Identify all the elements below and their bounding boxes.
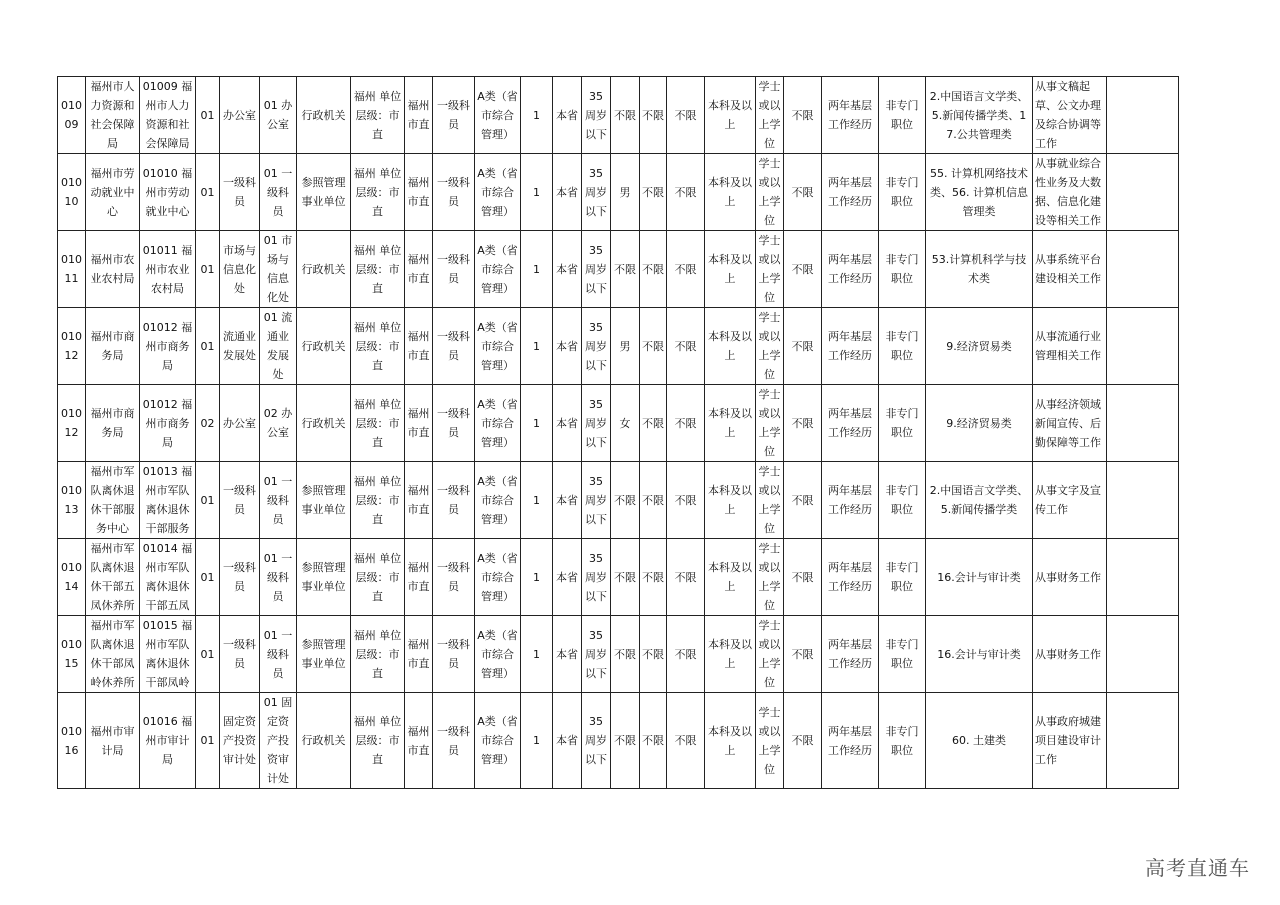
age-cell: 35周岁以下 [582,462,611,539]
education-cell: 本科及以上 [705,539,756,616]
post-number-cell: 01 [196,308,220,385]
rank-cell: 一级科员 [433,539,475,616]
post-code-cell: 01 市场与信息化处 [260,231,297,308]
origin-cell: 本省 [553,154,582,231]
degree-cell: 学士或以上学位 [756,231,784,308]
exam-category-cell: A类（省市综合管理） [475,385,521,462]
gender-cell: 不限 [611,77,640,154]
table-row [58,77,1179,154]
area-cell: 福州市直 [405,539,433,616]
origin-cell: 本省 [553,385,582,462]
origin-cell: 本省 [553,539,582,616]
note-cell [1107,616,1179,693]
post-code-cell: 01 一级科员 [260,539,297,616]
gender-cell: 不限 [611,231,640,308]
duty-cell: 从事系统平台建设相关工作 [1033,231,1107,308]
table-row [58,462,1179,539]
post-number-cell: 01 [196,539,220,616]
post-name-cell: 办公室 [220,385,260,462]
duty-cell: 从事就业综合性业务及大数据、信息化建设等相关工作 [1033,154,1107,231]
post-number-cell: 01 [196,693,220,789]
department-code-cell: 01011 福州市农业农村局 [140,231,196,308]
education-cell: 本科及以上 [705,616,756,693]
unit-name-cell: 福州市人力资源和社会保障局 [86,77,140,154]
unit-name-cell: 福州市军队离休退休干部五凤休养所 [86,539,140,616]
degree-cell: 学士或以上学位 [756,616,784,693]
origin-cell: 本省 [553,462,582,539]
requirement-cell: 不限 [640,231,667,308]
table-body [58,77,1179,789]
position-code-cell: 010 09 [58,77,86,154]
area-cell: 福州市直 [405,231,433,308]
unit-level-cell: 福州 单位层级：市直 [351,616,405,693]
post-name-cell: 流通业发展处 [220,308,260,385]
requirement-cell: 不限 [640,462,667,539]
education-cell: 本科及以上 [705,77,756,154]
department-code-cell: 01014 福州市军队离休退休干部五凤 [140,539,196,616]
note-cell [1107,539,1179,616]
note-cell [1107,308,1179,385]
age-cell: 35周岁以下 [582,539,611,616]
note-cell [1107,385,1179,462]
requirement-cell: 不限 [784,539,822,616]
table-row [58,693,1179,789]
major-cell: 16.会计与审计类 [926,616,1033,693]
exam-category-cell: A类（省市综合管理） [475,154,521,231]
area-cell: 福州市直 [405,693,433,789]
requirement-cell: 不限 [784,154,822,231]
rank-cell: 一级科员 [433,462,475,539]
gender-cell: 不限 [611,616,640,693]
gender-cell: 女 [611,385,640,462]
unit-type-cell: 行政机关 [297,693,351,789]
education-cell: 本科及以上 [705,385,756,462]
unit-type-cell: 行政机关 [297,308,351,385]
unit-level-cell: 福州 单位层级：市直 [351,154,405,231]
duty-cell: 从事财务工作 [1033,616,1107,693]
headcount-cell: 1 [521,154,553,231]
area-cell: 福州市直 [405,462,433,539]
major-cell: 2.中国语言文学类、5.新闻传播学类 [926,462,1033,539]
degree-cell: 学士或以上学位 [756,77,784,154]
post-number-cell: 01 [196,154,220,231]
unit-name-cell: 福州市军队离休退休干部服务中心 [86,462,140,539]
origin-cell: 本省 [553,693,582,789]
unit-name-cell: 福州市农业农村局 [86,231,140,308]
unit-type-cell: 参照管理事业单位 [297,539,351,616]
requirement-cell: 不限 [667,616,705,693]
requirement-cell: 不限 [784,231,822,308]
exam-category-cell: A类（省市综合管理） [475,539,521,616]
post-code-cell: 01 固定资产投资审计处 [260,693,297,789]
requirement-cell: 不限 [667,231,705,308]
area-cell: 福州市直 [405,616,433,693]
note-cell [1107,77,1179,154]
origin-cell: 本省 [553,616,582,693]
headcount-cell: 1 [521,385,553,462]
requirement-cell: 不限 [640,308,667,385]
experience-cell: 两年基层工作经历 [822,77,879,154]
unit-level-cell: 福州 单位层级：市直 [351,462,405,539]
unit-type-cell: 参照管理事业单位 [297,616,351,693]
post-name-cell: 一级科员 [220,539,260,616]
duty-cell: 从事经济领域新闻宣传、后勤保障等工作 [1033,385,1107,462]
unit-name-cell: 福州市商务局 [86,385,140,462]
note-cell [1107,231,1179,308]
duty-cell: 从事政府城建项目建设审计工作 [1033,693,1107,789]
position-code-cell: 010 15 [58,616,86,693]
table-row [58,616,1179,693]
position-code-cell: 010 12 [58,385,86,462]
headcount-cell: 1 [521,77,553,154]
unit-type-cell: 行政机关 [297,231,351,308]
position-code-cell: 010 10 [58,154,86,231]
table-row [58,231,1179,308]
requirement-cell: 不限 [667,693,705,789]
gender-cell: 男 [611,308,640,385]
post-code-cell: 01 流通业发展处 [260,308,297,385]
rank-cell: 一级科员 [433,616,475,693]
note-cell [1107,693,1179,789]
unit-level-cell: 福州 单位层级：市直 [351,385,405,462]
post-code-cell: 02 办公室 [260,385,297,462]
job-type-cell: 非专门职位 [879,77,926,154]
unit-name-cell: 福州市劳动就业中心 [86,154,140,231]
major-cell: 9.经济贸易类 [926,385,1033,462]
department-code-cell: 01012 福州市商务局 [140,308,196,385]
unit-level-cell: 福州 单位层级：市直 [351,308,405,385]
age-cell: 35周岁以下 [582,77,611,154]
education-cell: 本科及以上 [705,308,756,385]
experience-cell: 两年基层工作经历 [822,385,879,462]
area-cell: 福州市直 [405,154,433,231]
requirement-cell: 不限 [784,77,822,154]
headcount-cell: 1 [521,308,553,385]
requirement-cell: 不限 [784,308,822,385]
post-number-cell: 01 [196,616,220,693]
experience-cell: 两年基层工作经历 [822,154,879,231]
unit-level-cell: 福州 单位层级：市直 [351,539,405,616]
rank-cell: 一级科员 [433,154,475,231]
department-code-cell: 01012 福州市商务局 [140,385,196,462]
post-name-cell: 一级科员 [220,154,260,231]
requirement-cell: 不限 [640,77,667,154]
job-type-cell: 非专门职位 [879,693,926,789]
unit-name-cell: 福州市军队离休退休干部凤岭休养所 [86,616,140,693]
job-type-cell: 非专门职位 [879,308,926,385]
exam-category-cell: A类（省市综合管理） [475,308,521,385]
post-number-cell: 01 [196,462,220,539]
gender-cell: 男 [611,154,640,231]
position-code-cell: 010 13 [58,462,86,539]
gender-cell: 不限 [611,693,640,789]
duty-cell: 从事流通行业管理相关工作 [1033,308,1107,385]
degree-cell: 学士或以上学位 [756,308,784,385]
department-code-cell: 01010 福州市劳动就业中心 [140,154,196,231]
gender-cell: 不限 [611,539,640,616]
table-row [58,539,1179,616]
duty-cell: 从事文字及宣传工作 [1033,462,1107,539]
degree-cell: 学士或以上学位 [756,539,784,616]
age-cell: 35周岁以下 [582,154,611,231]
rank-cell: 一级科员 [433,308,475,385]
watermark: 高考直通车 [1145,856,1250,880]
unit-type-cell: 行政机关 [297,385,351,462]
department-code-cell: 01013 福州市军队离休退休干部服务 [140,462,196,539]
requirement-cell: 不限 [784,385,822,462]
post-name-cell: 一级科员 [220,616,260,693]
experience-cell: 两年基层工作经历 [822,462,879,539]
requirement-cell: 不限 [640,616,667,693]
degree-cell: 学士或以上学位 [756,385,784,462]
rank-cell: 一级科员 [433,77,475,154]
experience-cell: 两年基层工作经历 [822,616,879,693]
experience-cell: 两年基层工作经历 [822,539,879,616]
note-cell [1107,462,1179,539]
requirement-cell: 不限 [640,154,667,231]
requirement-cell: 不限 [640,693,667,789]
requirement-cell: 不限 [667,154,705,231]
unit-type-cell: 参照管理事业单位 [297,154,351,231]
unit-type-cell: 行政机关 [297,77,351,154]
job-type-cell: 非专门职位 [879,154,926,231]
rank-cell: 一级科员 [433,693,475,789]
rank-cell: 一级科员 [433,385,475,462]
post-name-cell: 市场与信息化处 [220,231,260,308]
exam-category-cell: A类（省市综合管理） [475,77,521,154]
headcount-cell: 1 [521,539,553,616]
major-cell: 9.经济贸易类 [926,308,1033,385]
department-code-cell: 01009 福州市人力资源和社会保障局 [140,77,196,154]
requirement-cell: 不限 [667,539,705,616]
job-type-cell: 非专门职位 [879,462,926,539]
requirement-cell: 不限 [667,462,705,539]
experience-cell: 两年基层工作经历 [822,308,879,385]
requirement-cell: 不限 [784,616,822,693]
table-row [58,154,1179,231]
age-cell: 35周岁以下 [582,616,611,693]
exam-category-cell: A类（省市综合管理） [475,693,521,789]
requirement-cell: 不限 [784,462,822,539]
post-number-cell: 01 [196,231,220,308]
post-name-cell: 办公室 [220,77,260,154]
unit-level-cell: 福州 单位层级：市直 [351,231,405,308]
post-code-cell: 01 一级科员 [260,154,297,231]
requirement-cell: 不限 [667,385,705,462]
area-cell: 福州市直 [405,77,433,154]
origin-cell: 本省 [553,231,582,308]
duty-cell: 从事财务工作 [1033,539,1107,616]
age-cell: 35周岁以下 [582,385,611,462]
education-cell: 本科及以上 [705,693,756,789]
area-cell: 福州市直 [405,308,433,385]
headcount-cell: 1 [521,616,553,693]
department-code-cell: 01016 福州市审计局 [140,693,196,789]
post-name-cell: 一级科员 [220,462,260,539]
education-cell: 本科及以上 [705,462,756,539]
exam-category-cell: A类（省市综合管理） [475,231,521,308]
degree-cell: 学士或以上学位 [756,462,784,539]
major-cell: 16.会计与审计类 [926,539,1033,616]
age-cell: 35周岁以下 [582,308,611,385]
age-cell: 35周岁以下 [582,693,611,789]
age-cell: 35周岁以下 [582,231,611,308]
job-type-cell: 非专门职位 [879,616,926,693]
position-code-cell: 010 11 [58,231,86,308]
education-cell: 本科及以上 [705,231,756,308]
position-code-cell: 010 12 [58,308,86,385]
duty-cell: 从事文稿起草、公文办理及综合协调等工作 [1033,77,1107,154]
gender-cell: 不限 [611,462,640,539]
department-code-cell: 01015 福州市军队离休退休干部凤岭 [140,616,196,693]
requirement-cell: 不限 [667,308,705,385]
education-cell: 本科及以上 [705,154,756,231]
major-cell: 60. 土建类 [926,693,1033,789]
exam-category-cell: A类（省市综合管理） [475,616,521,693]
area-cell: 福州市直 [405,385,433,462]
degree-cell: 学士或以上学位 [756,154,784,231]
table-row [58,385,1179,462]
major-cell: 2.中国语言文学类、5.新闻传播学类、17.公共管理类 [926,77,1033,154]
exam-category-cell: A类（省市综合管理） [475,462,521,539]
post-code-cell: 01 办公室 [260,77,297,154]
job-type-cell: 非专门职位 [879,385,926,462]
rank-cell: 一级科员 [433,231,475,308]
unit-name-cell: 福州市商务局 [86,308,140,385]
position-code-cell: 010 16 [58,693,86,789]
major-cell: 53.计算机科学与技术类 [926,231,1033,308]
unit-type-cell: 参照管理事业单位 [297,462,351,539]
unit-level-cell: 福州 单位层级：市直 [351,693,405,789]
requirement-cell: 不限 [640,385,667,462]
experience-cell: 两年基层工作经历 [822,693,879,789]
table-row [58,308,1179,385]
degree-cell: 学士或以上学位 [756,693,784,789]
requirement-cell: 不限 [640,539,667,616]
unit-name-cell: 福州市审计局 [86,693,140,789]
note-cell [1107,154,1179,231]
experience-cell: 两年基层工作经历 [822,231,879,308]
post-name-cell: 固定资产投资审计处 [220,693,260,789]
job-type-cell: 非专门职位 [879,539,926,616]
post-code-cell: 01 一级科员 [260,462,297,539]
post-number-cell: 02 [196,385,220,462]
headcount-cell: 1 [521,462,553,539]
post-code-cell: 01 一级科员 [260,616,297,693]
job-type-cell: 非专门职位 [879,231,926,308]
origin-cell: 本省 [553,308,582,385]
headcount-cell: 1 [521,693,553,789]
unit-level-cell: 福州 单位层级：市直 [351,77,405,154]
position-code-cell: 010 14 [58,539,86,616]
requirement-cell: 不限 [667,77,705,154]
post-number-cell: 01 [196,77,220,154]
recruitment-table [57,76,1179,789]
requirement-cell: 不限 [784,693,822,789]
origin-cell: 本省 [553,77,582,154]
headcount-cell: 1 [521,231,553,308]
major-cell: 55. 计算机网络技术类、56. 计算机信息管理类 [926,154,1033,231]
